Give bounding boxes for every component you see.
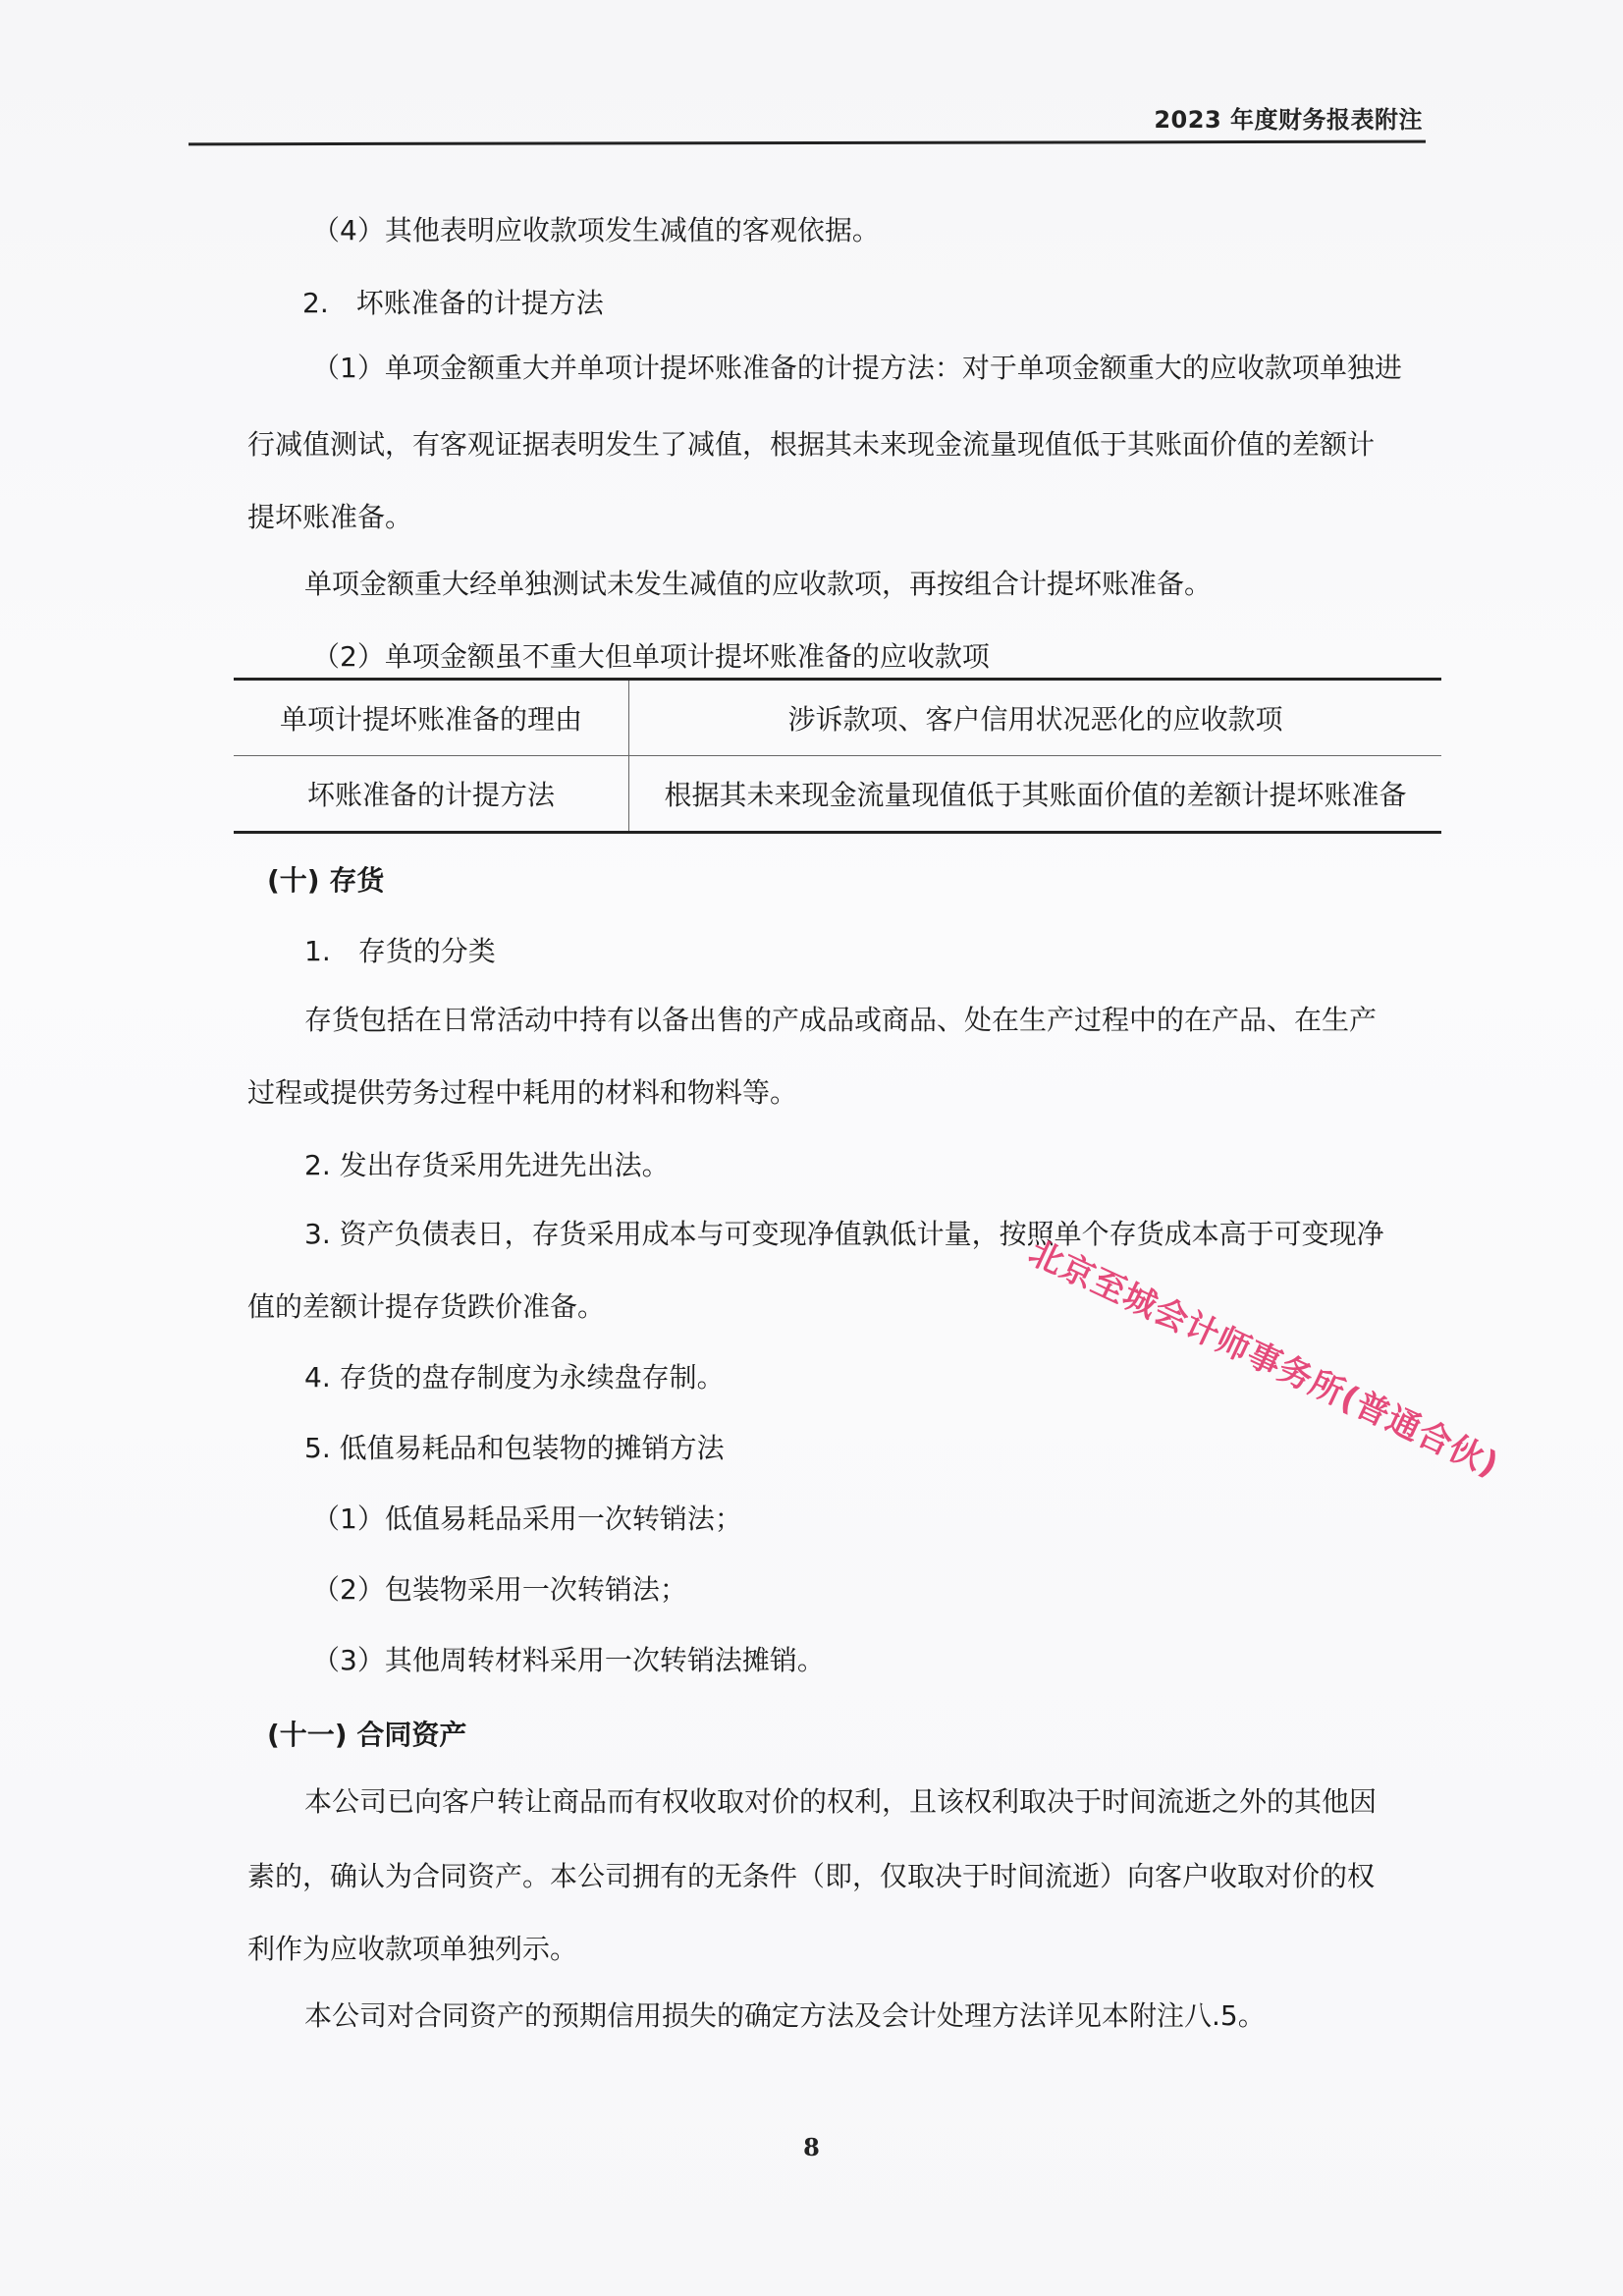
paragraph-line: 存货包括在日常活动中持有以备出售的产成品或商品、处在生产过程中的在产品、在生产 [304, 1004, 1378, 1036]
paragraph-line: （1）低值易耗品采用一次转销法； [312, 1503, 742, 1535]
page-number: 8 [803, 2133, 820, 2161]
paragraph-line: 3. 资产负债表日，存货采用成本与可变现净值孰低计量，按照单个存货成本高于可变现净 [304, 1218, 1384, 1250]
subsection-heading: 1. 存货的分类 [304, 935, 496, 967]
paragraph-line: 利作为应收款项单独列示。 [247, 1933, 578, 1965]
paragraph-line: （3）其他周转材料采用一次转销法摊销。 [312, 1644, 825, 1676]
paragraph-line: 值的差额计提存货跌价准备。 [247, 1290, 606, 1323]
table-row [234, 680, 1441, 756]
bad-debt-table [234, 678, 1441, 834]
paragraph-line: （4）其他表明应收款项发生减值的客观依据。 [312, 214, 880, 246]
accounting-firm-stamp: 北京至城会计师事务所(普通合伙) [1022, 1232, 1505, 1486]
paragraph-line: （1）单项金额重大并单项计提坏账准备的计提方法：对于单项金额重大的应收款项单独进 [312, 352, 1402, 384]
paragraph-line: 5. 低值易耗品和包装物的摊销方法 [304, 1432, 725, 1464]
paragraph-line: 过程或提供劳务过程中耗用的材料和物料等。 [247, 1076, 798, 1109]
paragraph-line: 本公司对合同资产的预期信用损失的确定方法及会计处理方法详见本附注八.5。 [304, 1999, 1266, 2032]
paragraph-line: 素的，确认为合同资产。本公司拥有的无条件（即，仅取决于时间流逝）向客户收取对价的权 [247, 1860, 1376, 1892]
section-heading-inventory: (十) 存货 [267, 864, 385, 897]
paragraph-line: 单项金额重大经单独测试未发生减值的应收款项，再按组合计提坏账准备。 [304, 568, 1213, 600]
table-cell-value: 涉诉款项、客户信用状况恶化的应收款项 [629, 680, 1442, 756]
paragraph-line: （2）包装物采用一次转销法； [312, 1573, 687, 1606]
table-cell-label: 坏账准备的计提方法 [234, 756, 629, 833]
paragraph-line: 行减值测试，有客观证据表明发生了减值，根据其未来现金流量现值低于其账面价值的差额计 [247, 428, 1376, 461]
table-row [234, 756, 1441, 833]
paragraph-line: 4. 存货的盘存制度为永续盘存制。 [304, 1361, 725, 1394]
paragraph-line: 本公司已向客户转让商品而有权收取对价的权利，且该权利取决于时间流逝之外的其他因 [304, 1785, 1378, 1818]
report-header-title: 2023 年度财务报表附注 [1154, 106, 1423, 134]
paragraph-line: 2. 发出存货采用先进先出法。 [304, 1149, 670, 1181]
paragraph-line: 提坏账准备。 [247, 501, 413, 533]
section-heading-contract-assets: (十一) 合同资产 [267, 1719, 467, 1751]
paragraph-line: （2）单项金额虽不重大但单项计提坏账准备的应收款项 [312, 640, 990, 673]
subsection-heading: 2. 坏账准备的计提方法 [302, 287, 604, 319]
table-cell-label: 单项计提坏账准备的理由 [234, 680, 629, 756]
header-rule [189, 140, 1426, 146]
table-cell-value: 根据其未来现金流量现值低于其账面价值的差额计提坏账准备 [629, 756, 1442, 833]
